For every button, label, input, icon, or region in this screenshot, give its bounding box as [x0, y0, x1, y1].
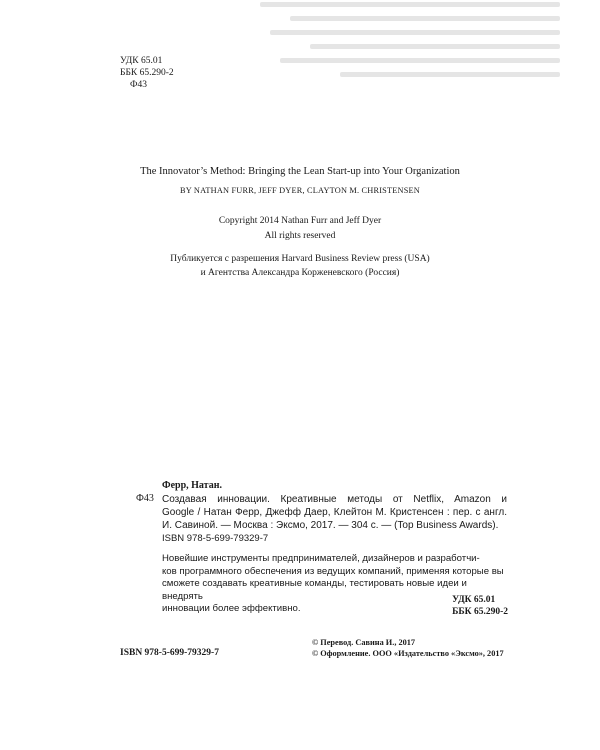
udk-code: УДК 65.01 [120, 56, 163, 66]
catalog-author-mark: Ф43 [136, 493, 154, 504]
annotation-line: Google / Натан Ферр, Джефф Даер, Клейтон М. Кристенсен : пер. с англ. [162, 507, 507, 518]
footer-credits [312, 637, 504, 659]
description-line: Новейшие инструменты предпринимателей, дизайнеров и разработчи- [162, 553, 480, 564]
annotation-line: Создавая инновации. Креативные методы от Netflix, Amazon и [162, 494, 507, 505]
publication-permission-line-1: Публикуется с разрешения Harvard Business Review press (USA) [170, 254, 430, 264]
catalog-author-heading: Ферр, Натан. [162, 480, 222, 491]
description-line: ков программного обеспечения из ведущих компаний, применяя которые вы [162, 565, 504, 577]
copyright-line: Copyright 2014 Nathan Furr and Jeff Dyer [218, 216, 382, 226]
catalog-udk-code: УДК 65.01 [452, 595, 496, 605]
footer-isbn: ISBN 978-5-699-79329-7 [120, 648, 219, 658]
description-line: инновации более эффективно. [162, 603, 301, 614]
publication-permission-line-2: и Агентства Александра Корженевского (Россия) [200, 268, 400, 278]
original-authors: BY NATHAN FURR, JEFF DYER, CLAYTON M. CHRISTENSEN [180, 186, 420, 195]
rights-line: All rights reserved [264, 231, 336, 241]
translation-credit: © Перевод. Савина И., 2017 [312, 638, 416, 647]
author-mark: Ф43 [130, 80, 148, 90]
description-line: сможете создавать креативные команды, тестировать новые идеи и внедрять [162, 578, 467, 602]
bleed-through-text [250, 0, 580, 114]
annotation-line: И. Савиной. — Москва : Эксмо, 2017. — 304 с. — (Top Business Awards). [162, 520, 499, 531]
classification-codes-catalog [452, 594, 508, 618]
catalog-isbn: ISBN 978-5-699-79329-7 [162, 533, 269, 544]
original-title: The Innovator’s Method: Bringing the Lean Start-up into Your Organization [140, 166, 460, 177]
bbk-code: ББК 65.290-2 [120, 68, 174, 78]
catalog-bbk-code: ББК 65.290-2 [452, 607, 508, 617]
design-credit: © Оформление. ООО «Издательство «Эксмо», 2017 [312, 649, 504, 658]
classification-codes-top [120, 55, 174, 91]
catalog-annotation [162, 493, 507, 532]
